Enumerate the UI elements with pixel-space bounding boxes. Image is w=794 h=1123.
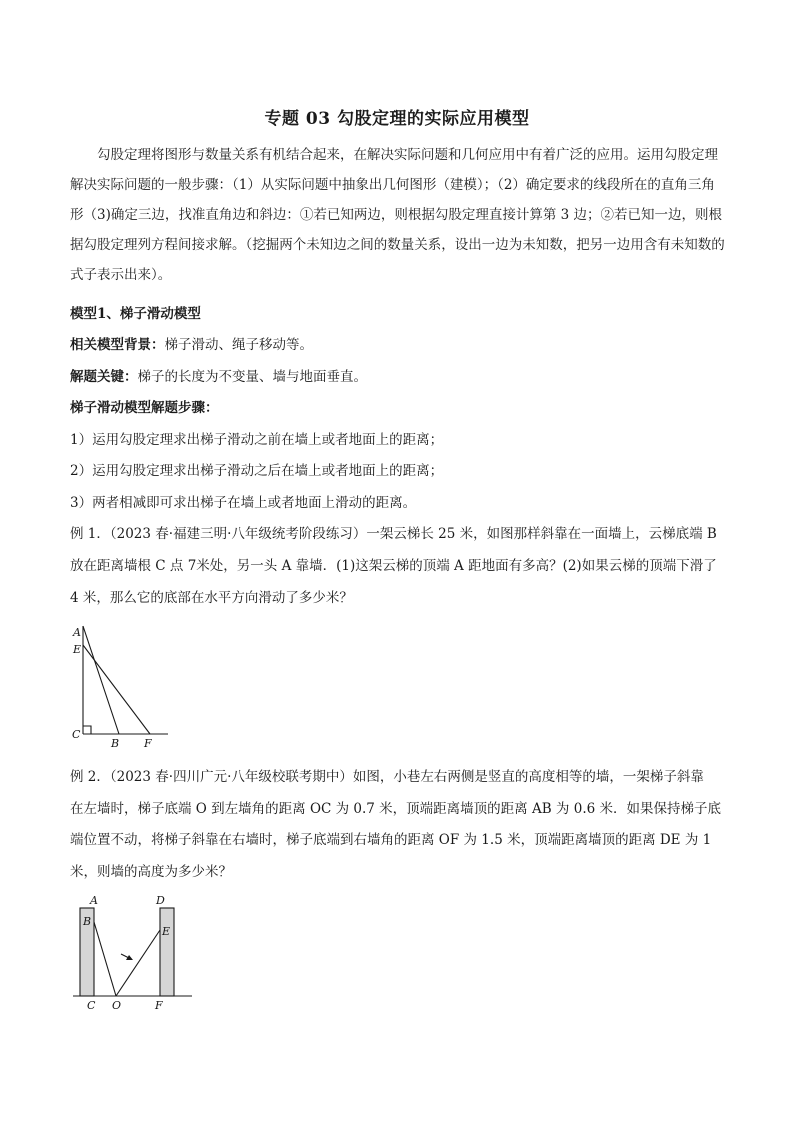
example1-line-1: 例 1．（2023 春·福建三明·八年级统考阶段练习）一架云梯长 25 米，如图那样斜靠在一面墙上，云梯底端 B: [70, 526, 717, 542]
ladder-left: [94, 922, 116, 996]
key-label: 解题关键：: [70, 369, 138, 385]
example1-line-2: 放在距离墙根 C 点 7米处，另一头 A 靠墙．(1)这架云梯的顶端 A 距地面有多高？(2)如果云梯的顶端下滑了: [70, 558, 717, 574]
step-3: 3）两者相减即可求出梯子在墙上或者地面上滑动的距离。: [70, 495, 417, 511]
ladder-right: [116, 930, 160, 996]
label-E: E: [73, 643, 82, 656]
label-F: F: [144, 737, 152, 748]
label-C: C: [72, 728, 81, 741]
step-2: 2）运用勾股定理求出梯子滑动之后在墙上或者地面上的距离；: [70, 463, 444, 479]
steps-heading: 梯子滑动模型解题步骤：: [70, 400, 219, 416]
model1-background: [70, 335, 726, 355]
label-E: E: [162, 925, 171, 938]
ladder-before: [83, 626, 119, 734]
model1-heading: 模型1、梯子滑动模型: [70, 306, 201, 322]
background-text: 梯子滑动、绳子移动等。: [164, 337, 313, 353]
label-B: B: [83, 915, 92, 928]
example1-figure: [66, 618, 176, 748]
step-1: 1）运用勾股定理求出梯子滑动之前在墙上或者地面上的距离；: [70, 432, 444, 448]
label-A: A: [90, 894, 98, 907]
page-title: 专题 03 勾股定理的实际应用模型: [264, 109, 530, 129]
label-A: A: [73, 626, 81, 639]
right-wall: [160, 908, 174, 996]
right-angle-mark: [83, 726, 91, 734]
ladder-after: [83, 645, 150, 734]
background-label: 相关模型背景：: [70, 337, 165, 353]
label-C: C: [87, 999, 96, 1012]
example2-figure: [66, 892, 196, 1014]
intro-paragraph: 勾股定理将图形与数量关系有机结合起来，在解决实际问题和几何应用中有着广泛的应用。运用勾股定理解决实际问题的一般步骤：（1）从实际问题中抽象出几何图形（建模）；（2）确定要求的线段所在的直角三角形（3)确定三边，找准直角边和斜边：①若已知两边，则根据勾股定理直接计算第 3 边；②若已知一边，则根据勾股定理列方程间接求解。（挖掘两个未知边之间的数量关系，设出一边为未知数，把另一边用含有未知数的式子表示出来）。: [70, 147, 725, 283]
example1-line-3: 4 米，那么它的底部在水平方向滑动了多少米？: [70, 590, 353, 606]
key-text: 梯子的长度为不变量、墙与地面垂直。: [137, 369, 367, 385]
label-F: F: [155, 999, 163, 1012]
label-D: D: [156, 894, 165, 907]
model1-key: [70, 367, 726, 387]
example2-line-4: 米，则墙的高度为多少米？: [70, 864, 232, 880]
example2-line-1: 例 2．（2023 春·四川广元·八年级校联考期中）如图，小巷左右两侧是竖直的高度相等的墙，一架梯子斜靠: [70, 769, 704, 785]
label-O: O: [112, 999, 122, 1012]
example2-line-3: 端位置不动，将梯子斜靠在右墙时，梯子底端到右墙角的距离 OF 为 1.5 米，顶端距离墙顶的距离 DE 为 1: [70, 832, 712, 848]
example2-line-2: 在左墙时，梯子底端 O 到左墙角的距离 OC 为 0.7 米，顶端距离墙顶的距离 AB 为 0.6 米．如果保持梯子底: [70, 801, 721, 817]
label-B: B: [111, 737, 120, 748]
